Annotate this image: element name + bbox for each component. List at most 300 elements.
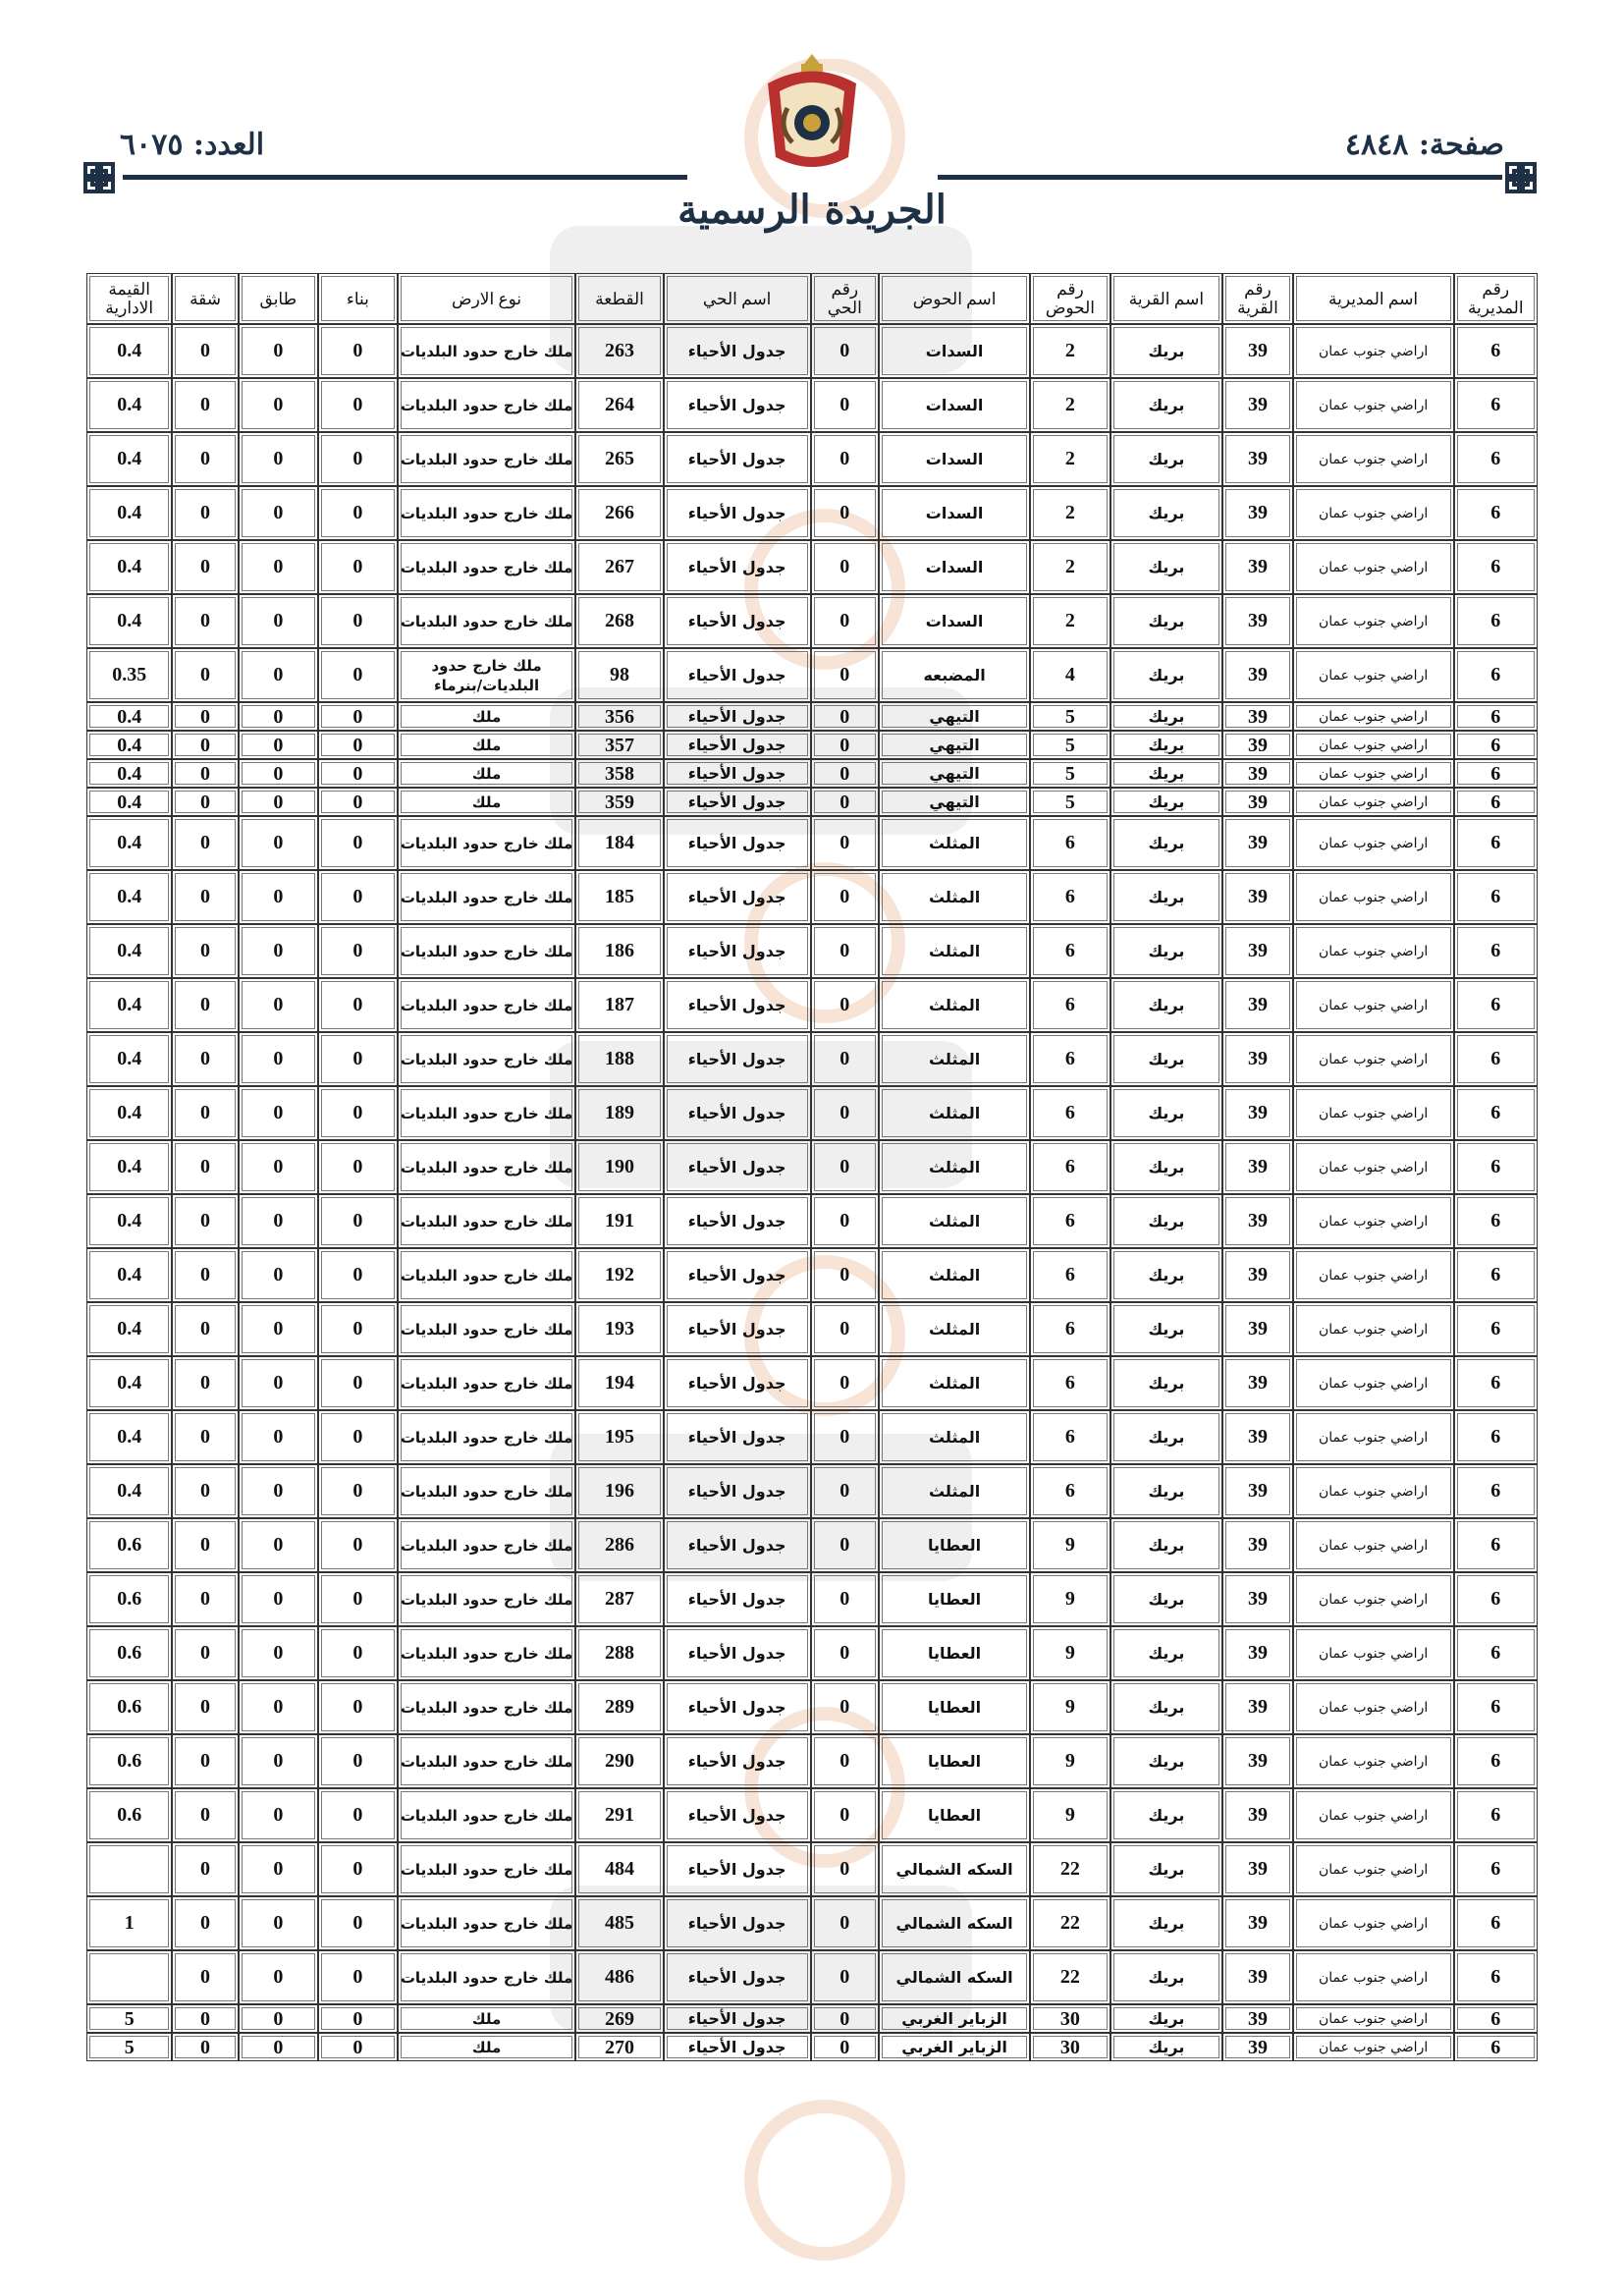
basin-number-cell: 6 bbox=[1030, 924, 1110, 978]
directorate-name-cell: اراضي جنوب عمان bbox=[1293, 486, 1454, 540]
administrative-value-cell: 0.4 bbox=[86, 816, 172, 870]
village-name-cell: بريك bbox=[1110, 1788, 1223, 1842]
land-type-cell: ملك bbox=[398, 2033, 576, 2061]
district-number-cell: 0 bbox=[811, 1734, 879, 1788]
table-row bbox=[86, 1734, 1538, 1788]
plot-number-cell: 184 bbox=[575, 816, 663, 870]
village-number-cell: 39 bbox=[1222, 1950, 1292, 2004]
building-value-cell: 0 bbox=[318, 432, 398, 486]
district-number-cell: 0 bbox=[811, 1464, 879, 1518]
administrative-value-cell: 5 bbox=[86, 2033, 172, 2061]
basin-name-cell: المثلث bbox=[879, 1032, 1030, 1086]
basin-number-cell: 30 bbox=[1030, 2033, 1110, 2061]
building-value-cell: 0 bbox=[318, 731, 398, 759]
table-row bbox=[86, 2004, 1538, 2033]
village-name-cell: بريك bbox=[1110, 1518, 1223, 1572]
basin-name-cell: السدات bbox=[879, 378, 1030, 432]
table-row bbox=[86, 486, 1538, 540]
administrative-value-cell: 0.4 bbox=[86, 1356, 172, 1410]
basin-number-cell: 6 bbox=[1030, 978, 1110, 1032]
directorate-number-cell: 6 bbox=[1454, 731, 1539, 759]
district-name-cell: جدول الأحياء bbox=[664, 2033, 811, 2061]
administrative-value-cell: 0.4 bbox=[86, 432, 172, 486]
village-name-cell: بريك bbox=[1110, 1680, 1223, 1734]
administrative-value-cell: 0.6 bbox=[86, 1626, 172, 1680]
floor-value-cell: 0 bbox=[239, 1248, 318, 1302]
plot-number-cell: 268 bbox=[575, 594, 663, 648]
table-row bbox=[86, 1140, 1538, 1194]
table-row bbox=[86, 1626, 1538, 1680]
table-row bbox=[86, 648, 1538, 702]
village-number-cell: 39 bbox=[1222, 1248, 1292, 1302]
apartment-value-cell: 0 bbox=[172, 870, 238, 924]
directorate-name-cell: اراضي جنوب عمان bbox=[1293, 978, 1454, 1032]
directorate-number-cell: 6 bbox=[1454, 870, 1539, 924]
land-type-cell: ملك خارج حدود البلديات bbox=[398, 1464, 576, 1518]
village-number-cell: 39 bbox=[1222, 1194, 1292, 1248]
basin-name-cell: السدات bbox=[879, 486, 1030, 540]
district-number-cell: 0 bbox=[811, 648, 879, 702]
district-name-cell: جدول الأحياء bbox=[664, 1950, 811, 2004]
floor-value-cell: 0 bbox=[239, 1626, 318, 1680]
basin-number-cell: 6 bbox=[1030, 1032, 1110, 1086]
land-type-cell: ملك خارج حدود البلديات bbox=[398, 816, 576, 870]
basin-name-cell: الزباير الغربي bbox=[879, 2004, 1030, 2033]
table-row bbox=[86, 1572, 1538, 1626]
basin-number-cell: 6 bbox=[1030, 870, 1110, 924]
directorate-name-cell: اراضي جنوب عمان bbox=[1293, 1734, 1454, 1788]
building-value-cell: 0 bbox=[318, 1788, 398, 1842]
plot-number-cell: 194 bbox=[575, 1356, 663, 1410]
village-number-cell: 39 bbox=[1222, 378, 1292, 432]
land-type-cell: ملك خارج حدود البلديات bbox=[398, 924, 576, 978]
village-name-cell: بريك bbox=[1110, 1896, 1223, 1950]
administrative-value-cell: 0.4 bbox=[86, 870, 172, 924]
table-row bbox=[86, 1356, 1538, 1410]
plot-number-cell: 485 bbox=[575, 1896, 663, 1950]
building-value-cell: 0 bbox=[318, 759, 398, 788]
table-row bbox=[86, 759, 1538, 788]
directorate-name-cell: اراضي جنوب عمان bbox=[1293, 378, 1454, 432]
district-number-cell: 0 bbox=[811, 924, 879, 978]
building-value-cell: 0 bbox=[318, 702, 398, 731]
directorate-number-cell: 6 bbox=[1454, 816, 1539, 870]
floor-value-cell: 0 bbox=[239, 2033, 318, 2061]
page-header bbox=[0, 0, 1624, 265]
district-number-cell: 0 bbox=[811, 378, 879, 432]
plot-number-cell: 264 bbox=[575, 378, 663, 432]
apartment-value-cell: 0 bbox=[172, 1410, 238, 1464]
directorate-name-cell: اراضي جنوب عمان bbox=[1293, 432, 1454, 486]
district-name-cell: جدول الأحياء bbox=[664, 1896, 811, 1950]
basin-number-cell: 6 bbox=[1030, 1140, 1110, 1194]
land-type-cell: ملك خارج حدود البلديات bbox=[398, 1410, 576, 1464]
directorate-name-cell: اراضي جنوب عمان bbox=[1293, 1032, 1454, 1086]
directorate-number-cell: 6 bbox=[1454, 1626, 1539, 1680]
basin-name-cell: التيهي bbox=[879, 731, 1030, 759]
district-number-cell: 0 bbox=[811, 432, 879, 486]
building-value-cell: 0 bbox=[318, 594, 398, 648]
floor-value-cell: 0 bbox=[239, 788, 318, 816]
basin-name-cell: السكه الشمالي bbox=[879, 1896, 1030, 1950]
basin-number-cell: 2 bbox=[1030, 486, 1110, 540]
table-row bbox=[86, 1032, 1538, 1086]
land-type-cell: ملك خارج حدود البلديات/بنرماء bbox=[398, 648, 576, 702]
basin-name-cell: السكه الشمالي bbox=[879, 1950, 1030, 2004]
village-number-cell: 39 bbox=[1222, 1464, 1292, 1518]
village-number-cell: 39 bbox=[1222, 816, 1292, 870]
administrative-value-cell: 5 bbox=[86, 2004, 172, 2033]
basin-number-cell: 2 bbox=[1030, 540, 1110, 594]
administrative-value-cell: 0.6 bbox=[86, 1734, 172, 1788]
administrative-value-cell: 0.4 bbox=[86, 540, 172, 594]
directorate-number-cell: 6 bbox=[1454, 378, 1539, 432]
village-name-cell: بريك bbox=[1110, 1302, 1223, 1356]
administrative-value-cell: 0.4 bbox=[86, 731, 172, 759]
district-number-cell: 0 bbox=[811, 1194, 879, 1248]
land-type-cell: ملك خارج حدود البلديات bbox=[398, 1086, 576, 1140]
village-name-cell: بريك bbox=[1110, 816, 1223, 870]
village-name-cell: بريك bbox=[1110, 1140, 1223, 1194]
basin-name-cell: المثلث bbox=[879, 1410, 1030, 1464]
administrative-value-cell: 0.4 bbox=[86, 324, 172, 378]
building-value-cell: 0 bbox=[318, 648, 398, 702]
col-header: اسم القرية bbox=[1110, 273, 1223, 324]
district-name-cell: جدول الأحياء bbox=[664, 978, 811, 1032]
floor-value-cell: 0 bbox=[239, 759, 318, 788]
basin-name-cell: المثلث bbox=[879, 1356, 1030, 1410]
directorate-number-cell: 6 bbox=[1454, 1194, 1539, 1248]
district-name-cell: جدول الأحياء bbox=[664, 1302, 811, 1356]
basin-number-cell: 5 bbox=[1030, 788, 1110, 816]
plot-number-cell: 290 bbox=[575, 1734, 663, 1788]
district-number-cell: 0 bbox=[811, 1788, 879, 1842]
directorate-name-cell: اراضي جنوب عمان bbox=[1293, 1788, 1454, 1842]
basin-number-cell: 5 bbox=[1030, 731, 1110, 759]
village-number-cell: 39 bbox=[1222, 1680, 1292, 1734]
building-value-cell: 0 bbox=[318, 2004, 398, 2033]
village-name-cell: بريك bbox=[1110, 731, 1223, 759]
basin-name-cell: العطايا bbox=[879, 1572, 1030, 1626]
floor-value-cell: 0 bbox=[239, 1950, 318, 2004]
basin-name-cell: المثلث bbox=[879, 924, 1030, 978]
district-name-cell: جدول الأحياء bbox=[664, 324, 811, 378]
land-type-cell: ملك خارج حدود البلديات bbox=[398, 540, 576, 594]
village-name-cell: بريك bbox=[1110, 1194, 1223, 1248]
apartment-value-cell: 0 bbox=[172, 759, 238, 788]
building-value-cell: 0 bbox=[318, 1680, 398, 1734]
basin-number-cell: 6 bbox=[1030, 1248, 1110, 1302]
village-number-cell: 39 bbox=[1222, 1788, 1292, 1842]
administrative-value-cell: 0.4 bbox=[86, 378, 172, 432]
floor-value-cell: 0 bbox=[239, 1032, 318, 1086]
table-row bbox=[86, 924, 1538, 978]
land-type-cell: ملك bbox=[398, 788, 576, 816]
basin-name-cell: السدات bbox=[879, 540, 1030, 594]
district-number-cell: 0 bbox=[811, 1842, 879, 1896]
village-name-cell: بريك bbox=[1110, 1626, 1223, 1680]
apartment-value-cell: 0 bbox=[172, 2004, 238, 2033]
floor-value-cell: 0 bbox=[239, 648, 318, 702]
coat-of-arms-icon bbox=[758, 54, 866, 177]
plot-number-cell: 269 bbox=[575, 2004, 663, 2033]
directorate-number-cell: 6 bbox=[1454, 1896, 1539, 1950]
directorate-number-cell: 6 bbox=[1454, 788, 1539, 816]
administrative-value-cell: 0.4 bbox=[86, 1140, 172, 1194]
district-number-cell: 0 bbox=[811, 1896, 879, 1950]
land-type-cell: ملك خارج حدود البلديات bbox=[398, 1950, 576, 2004]
village-number-cell: 39 bbox=[1222, 1572, 1292, 1626]
col-header: القيمة الادارية bbox=[86, 273, 172, 324]
building-value-cell: 0 bbox=[318, 1032, 398, 1086]
directorate-number-cell: 6 bbox=[1454, 702, 1539, 731]
district-name-cell: جدول الأحياء bbox=[664, 378, 811, 432]
district-name-cell: جدول الأحياء bbox=[664, 1140, 811, 1194]
building-value-cell: 0 bbox=[318, 2033, 398, 2061]
village-number-cell: 39 bbox=[1222, 594, 1292, 648]
district-name-cell: جدول الأحياء bbox=[664, 702, 811, 731]
building-value-cell: 0 bbox=[318, 1734, 398, 1788]
apartment-value-cell: 0 bbox=[172, 1680, 238, 1734]
table-row bbox=[86, 1464, 1538, 1518]
directorate-number-cell: 6 bbox=[1454, 924, 1539, 978]
building-value-cell: 0 bbox=[318, 1194, 398, 1248]
apartment-value-cell: 0 bbox=[172, 1788, 238, 1842]
floor-value-cell: 0 bbox=[239, 702, 318, 731]
village-number-cell: 39 bbox=[1222, 1086, 1292, 1140]
basin-number-cell: 4 bbox=[1030, 648, 1110, 702]
land-type-cell: ملك خارج حدود البلديات bbox=[398, 870, 576, 924]
directorate-number-cell: 6 bbox=[1454, 1950, 1539, 2004]
district-name-cell: جدول الأحياء bbox=[664, 1626, 811, 1680]
directorate-number-cell: 6 bbox=[1454, 1248, 1539, 1302]
floor-value-cell: 0 bbox=[239, 924, 318, 978]
table-row bbox=[86, 788, 1538, 816]
village-number-cell: 39 bbox=[1222, 432, 1292, 486]
land-type-cell: ملك خارج حدود البلديات bbox=[398, 1194, 576, 1248]
district-name-cell: جدول الأحياء bbox=[664, 870, 811, 924]
directorate-number-cell: 6 bbox=[1454, 486, 1539, 540]
apartment-value-cell: 0 bbox=[172, 594, 238, 648]
land-type-cell: ملك خارج حدود البلديات bbox=[398, 1680, 576, 1734]
basin-name-cell: المضبعه bbox=[879, 648, 1030, 702]
district-name-cell: جدول الأحياء bbox=[664, 1248, 811, 1302]
land-type-cell: ملك خارج حدود البلديات bbox=[398, 1356, 576, 1410]
district-number-cell: 0 bbox=[811, 1410, 879, 1464]
building-value-cell: 0 bbox=[318, 1302, 398, 1356]
administrative-value-cell: 0.4 bbox=[86, 486, 172, 540]
table-row bbox=[86, 978, 1538, 1032]
basin-number-cell: 6 bbox=[1030, 1356, 1110, 1410]
building-value-cell: 0 bbox=[318, 540, 398, 594]
building-value-cell: 0 bbox=[318, 1464, 398, 1518]
village-name-cell: بريك bbox=[1110, 324, 1223, 378]
directorate-name-cell: اراضي جنوب عمان bbox=[1293, 648, 1454, 702]
issue-number: العدد: ٦٠٧٥ bbox=[120, 128, 265, 162]
gazette-title: الجريدة الرسمية bbox=[677, 187, 947, 233]
district-number-cell: 0 bbox=[811, 788, 879, 816]
directorate-number-cell: 6 bbox=[1454, 540, 1539, 594]
floor-value-cell: 0 bbox=[239, 1572, 318, 1626]
district-number-cell: 0 bbox=[811, 870, 879, 924]
col-header: رقم المديرية bbox=[1454, 273, 1539, 324]
village-number-cell: 39 bbox=[1222, 486, 1292, 540]
village-number-cell: 39 bbox=[1222, 1356, 1292, 1410]
village-name-cell: بريك bbox=[1110, 924, 1223, 978]
administrative-value-cell: 0.4 bbox=[86, 1410, 172, 1464]
district-name-cell: جدول الأحياء bbox=[664, 2004, 811, 2033]
village-number-cell: 39 bbox=[1222, 978, 1292, 1032]
col-header: بناء bbox=[318, 273, 398, 324]
village-number-cell: 39 bbox=[1222, 870, 1292, 924]
district-number-cell: 0 bbox=[811, 1086, 879, 1140]
directorate-name-cell: اراضي جنوب عمان bbox=[1293, 731, 1454, 759]
plot-number-cell: 265 bbox=[575, 432, 663, 486]
district-name-cell: جدول الأحياء bbox=[664, 1464, 811, 1518]
village-name-cell: بريك bbox=[1110, 978, 1223, 1032]
plot-number-cell: 359 bbox=[575, 788, 663, 816]
directorate-name-cell: اراضي جنوب عمان bbox=[1293, 1842, 1454, 1896]
basin-number-cell: 2 bbox=[1030, 594, 1110, 648]
directorate-name-cell: اراضي جنوب عمان bbox=[1293, 702, 1454, 731]
district-name-cell: جدول الأحياء bbox=[664, 1518, 811, 1572]
village-name-cell: بريك bbox=[1110, 1410, 1223, 1464]
district-name-cell: جدول الأحياء bbox=[664, 432, 811, 486]
basin-number-cell: 6 bbox=[1030, 1302, 1110, 1356]
directorate-name-cell: اراضي جنوب عمان bbox=[1293, 924, 1454, 978]
directorate-number-cell: 6 bbox=[1454, 1086, 1539, 1140]
floor-value-cell: 0 bbox=[239, 324, 318, 378]
header-rule-right bbox=[938, 175, 1502, 180]
village-number-cell: 39 bbox=[1222, 1896, 1292, 1950]
building-value-cell: 0 bbox=[318, 324, 398, 378]
district-number-cell: 0 bbox=[811, 1680, 879, 1734]
directorate-name-cell: اراضي جنوب عمان bbox=[1293, 816, 1454, 870]
basin-name-cell: التيهي bbox=[879, 702, 1030, 731]
district-number-cell: 0 bbox=[811, 2004, 879, 2033]
plot-number-cell: 189 bbox=[575, 1086, 663, 1140]
table-row bbox=[86, 1896, 1538, 1950]
directorate-number-cell: 6 bbox=[1454, 1572, 1539, 1626]
directorate-name-cell: اراضي جنوب عمان bbox=[1293, 1356, 1454, 1410]
apartment-value-cell: 0 bbox=[172, 788, 238, 816]
village-number-cell: 39 bbox=[1222, 2033, 1292, 2061]
floor-value-cell: 0 bbox=[239, 432, 318, 486]
district-number-cell: 0 bbox=[811, 1356, 879, 1410]
directorate-number-cell: 6 bbox=[1454, 1356, 1539, 1410]
basin-number-cell: 2 bbox=[1030, 324, 1110, 378]
directorate-name-cell: اراضي جنوب عمان bbox=[1293, 2004, 1454, 2033]
administrative-value-cell: 0.4 bbox=[86, 1032, 172, 1086]
administrative-value-cell bbox=[86, 1950, 172, 2004]
directorate-name-cell: اراضي جنوب عمان bbox=[1293, 1464, 1454, 1518]
building-value-cell: 0 bbox=[318, 1842, 398, 1896]
col-header: القطعة bbox=[575, 273, 663, 324]
land-type-cell: ملك bbox=[398, 759, 576, 788]
land-type-cell: ملك خارج حدود البلديات bbox=[398, 1248, 576, 1302]
plot-number-cell: 266 bbox=[575, 486, 663, 540]
floor-value-cell: 0 bbox=[239, 1842, 318, 1896]
basin-name-cell: التيهي bbox=[879, 788, 1030, 816]
district-name-cell: جدول الأحياء bbox=[664, 486, 811, 540]
land-type-cell: ملك خارج حدود البلديات bbox=[398, 324, 576, 378]
basin-number-cell: 22 bbox=[1030, 1842, 1110, 1896]
basin-number-cell: 5 bbox=[1030, 759, 1110, 788]
floor-value-cell: 0 bbox=[239, 1410, 318, 1464]
basin-number-cell: 9 bbox=[1030, 1572, 1110, 1626]
village-number-cell: 39 bbox=[1222, 1518, 1292, 1572]
district-name-cell: جدول الأحياء bbox=[664, 1410, 811, 1464]
plot-number-cell: 287 bbox=[575, 1572, 663, 1626]
apartment-value-cell: 0 bbox=[172, 486, 238, 540]
village-name-cell: بريك bbox=[1110, 486, 1223, 540]
table-row bbox=[86, 1194, 1538, 1248]
building-value-cell: 0 bbox=[318, 978, 398, 1032]
basin-name-cell: المثلث bbox=[879, 1194, 1030, 1248]
administrative-value-cell: 0.4 bbox=[86, 1248, 172, 1302]
village-name-cell: بريك bbox=[1110, 378, 1223, 432]
village-number-cell: 39 bbox=[1222, 648, 1292, 702]
apartment-value-cell: 0 bbox=[172, 432, 238, 486]
land-type-cell: ملك bbox=[398, 702, 576, 731]
apartment-value-cell: 0 bbox=[172, 324, 238, 378]
land-type-cell: ملك خارج حدود البلديات bbox=[398, 1788, 576, 1842]
apartment-value-cell: 0 bbox=[172, 378, 238, 432]
village-name-cell: بريك bbox=[1110, 1356, 1223, 1410]
district-name-cell: جدول الأحياء bbox=[664, 816, 811, 870]
village-name-cell: بريك bbox=[1110, 1086, 1223, 1140]
apartment-value-cell: 0 bbox=[172, 978, 238, 1032]
floor-value-cell: 0 bbox=[239, 731, 318, 759]
land-type-cell: ملك خارج حدود البلديات bbox=[398, 1734, 576, 1788]
basin-name-cell: الزباير الغربي bbox=[879, 2033, 1030, 2061]
directorate-number-cell: 6 bbox=[1454, 1464, 1539, 1518]
floor-value-cell: 0 bbox=[239, 378, 318, 432]
directorate-number-cell: 6 bbox=[1454, 432, 1539, 486]
village-number-cell: 39 bbox=[1222, 924, 1292, 978]
floor-value-cell: 0 bbox=[239, 486, 318, 540]
district-number-cell: 0 bbox=[811, 731, 879, 759]
district-name-cell: جدول الأحياء bbox=[664, 1842, 811, 1896]
building-value-cell: 0 bbox=[318, 788, 398, 816]
col-header: طابق bbox=[239, 273, 318, 324]
building-value-cell: 0 bbox=[318, 486, 398, 540]
table-row bbox=[86, 1788, 1538, 1842]
basin-number-cell: 6 bbox=[1030, 1086, 1110, 1140]
directorate-name-cell: اراضي جنوب عمان bbox=[1293, 1302, 1454, 1356]
district-number-cell: 0 bbox=[811, 2033, 879, 2061]
table-header-row bbox=[86, 273, 1538, 324]
basin-number-cell: 6 bbox=[1030, 816, 1110, 870]
village-name-cell: بريك bbox=[1110, 1032, 1223, 1086]
village-name-cell: بريك bbox=[1110, 702, 1223, 731]
col-header: نوع الارض bbox=[398, 273, 576, 324]
village-number-cell: 39 bbox=[1222, 731, 1292, 759]
village-number-cell: 39 bbox=[1222, 1410, 1292, 1464]
district-number-cell: 0 bbox=[811, 1626, 879, 1680]
directorate-name-cell: اراضي جنوب عمان bbox=[1293, 2033, 1454, 2061]
apartment-value-cell: 0 bbox=[172, 816, 238, 870]
apartment-value-cell: 0 bbox=[172, 702, 238, 731]
floor-value-cell: 0 bbox=[239, 978, 318, 1032]
administrative-value-cell: 1 bbox=[86, 1896, 172, 1950]
directorate-name-cell: اراضي جنوب عمان bbox=[1293, 1950, 1454, 2004]
land-type-cell: ملك خارج حدود البلديات bbox=[398, 1896, 576, 1950]
land-type-cell: ملك خارج حدود البلديات bbox=[398, 1518, 576, 1572]
directorate-name-cell: اراضي جنوب عمان bbox=[1293, 1680, 1454, 1734]
building-value-cell: 0 bbox=[318, 870, 398, 924]
basin-number-cell: 22 bbox=[1030, 1950, 1110, 2004]
